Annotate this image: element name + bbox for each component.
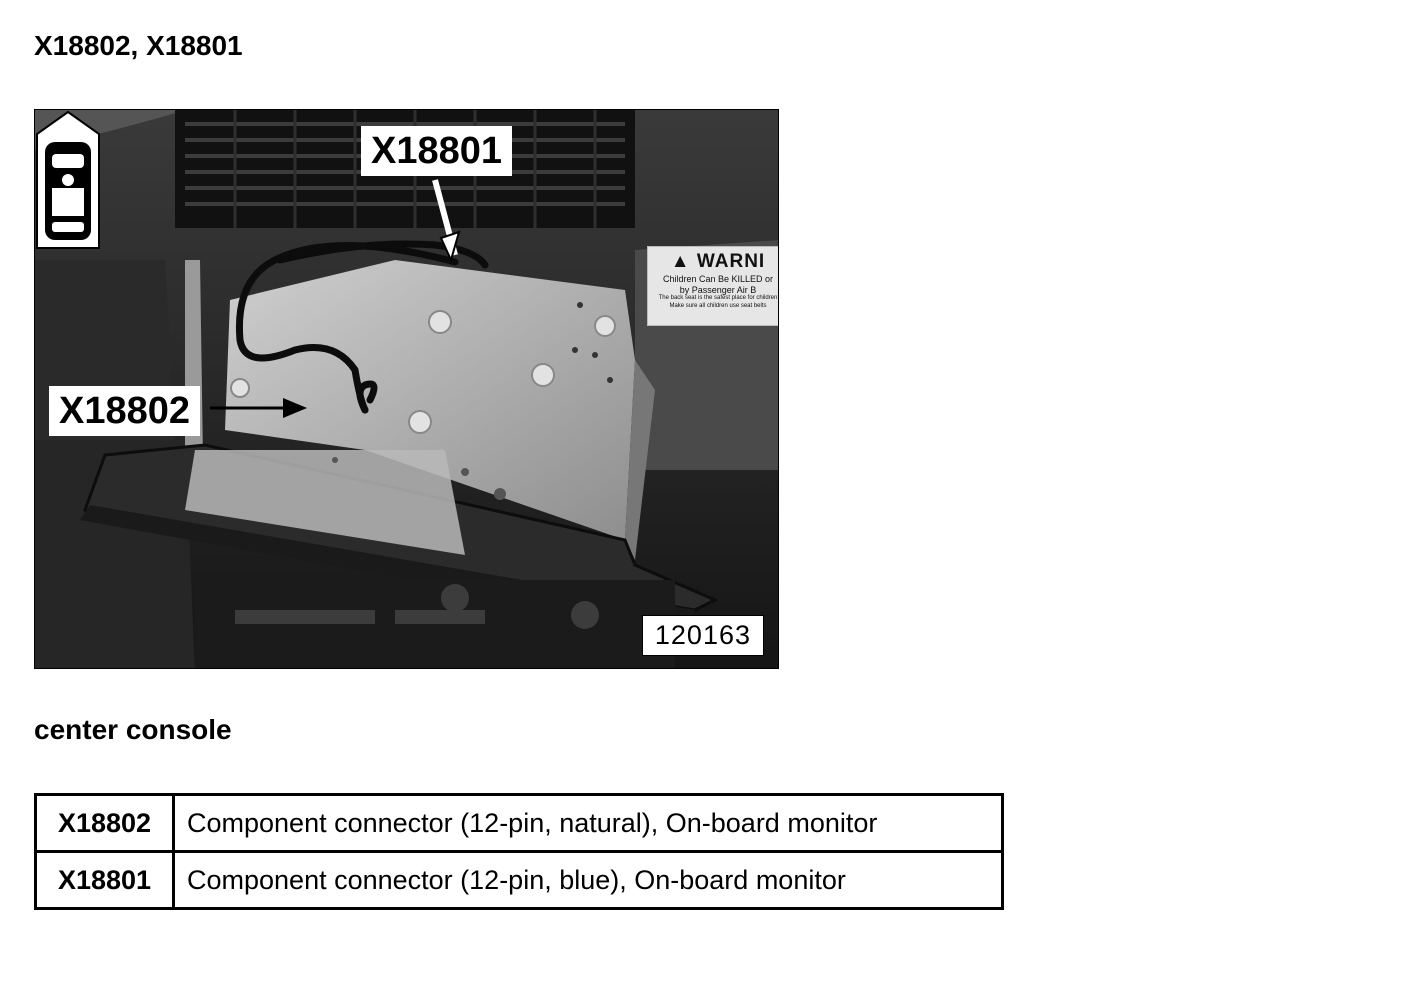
warning-label-line: Make sure all children use seat belts <box>669 302 767 309</box>
warning-label-line: The back seat is the safest place for children <box>658 295 778 302</box>
connector-description: Component connector (12-pin, natural), On-board monitor <box>174 795 1003 852</box>
connector-table <box>34 793 1004 910</box>
table-row <box>36 795 1003 852</box>
connector-code: X18801 <box>36 852 174 909</box>
warning-label-line: Children Can Be KILLED or <box>662 273 774 284</box>
airbag-warning-label <box>647 246 779 326</box>
warning-label-title: WARNI <box>696 251 766 272</box>
callout-x18801: X18801 <box>361 126 512 176</box>
warning-label-line: by Passenger Air B <box>679 284 757 295</box>
table-row <box>36 852 1003 909</box>
image-number: 120163 <box>642 615 764 656</box>
connector-description: Component connector (12-pin, blue), On-board monitor <box>174 852 1003 909</box>
location-heading: center console <box>34 714 232 745</box>
warning-triangle-icon: ▲ <box>670 251 691 272</box>
page-title: X18802, X18801 <box>34 30 243 61</box>
car-top-view-icon <box>35 110 101 250</box>
connector-location-photo <box>34 109 779 669</box>
callout-x18802: X18802 <box>49 386 200 436</box>
connector-code: X18802 <box>36 795 174 852</box>
